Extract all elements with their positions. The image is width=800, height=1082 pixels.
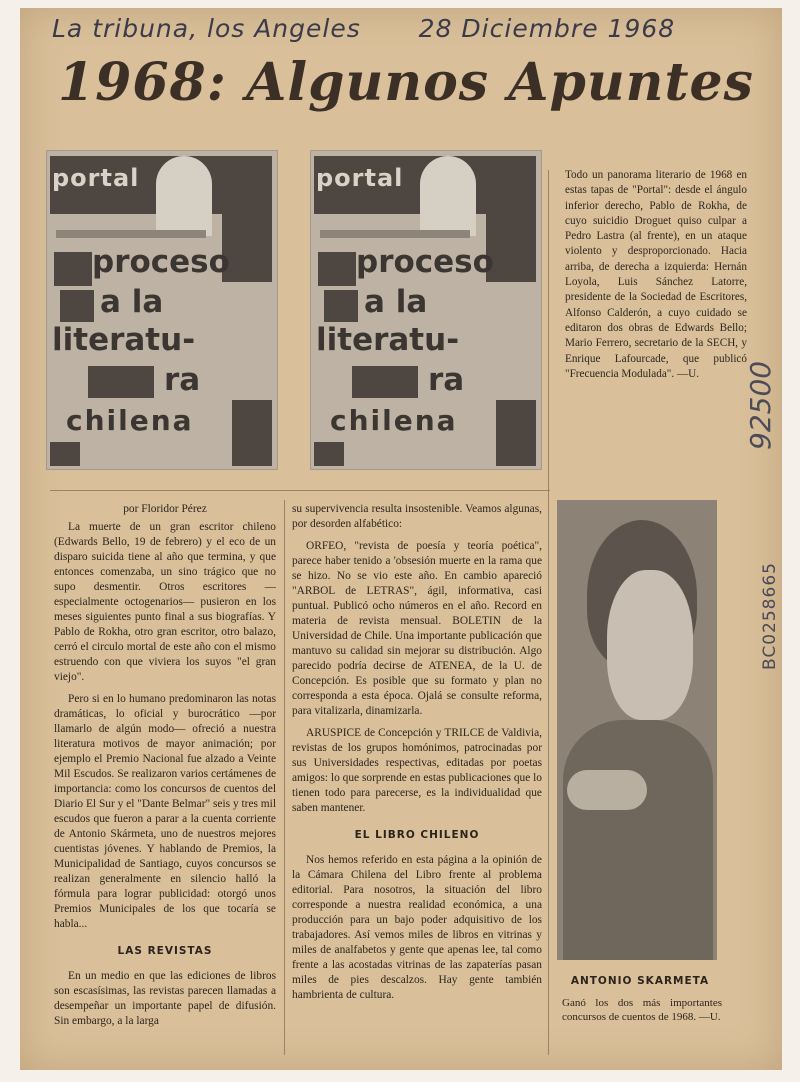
article-paragraph: su supervivencia resulta insostenible. Veamos algunas, por desorden alfabético: (292, 503, 542, 530)
cover-title-line: a la (100, 284, 164, 320)
cover-arch (156, 156, 212, 236)
cover-portrait-square (318, 252, 356, 286)
column-divider (548, 170, 549, 1055)
cover-title-line: proceso (356, 244, 494, 280)
cover-title-line: chilena (66, 404, 194, 437)
cover-title-line: ra (428, 362, 465, 398)
cover-magazine-name: portal (316, 164, 404, 192)
cover-portrait-square (314, 442, 344, 466)
handwritten-margin-number: 92500 (744, 360, 777, 450)
article-column-1 (54, 502, 276, 1058)
photo-hand (567, 770, 647, 810)
article-paragraph: ARUSPICE de Concepción y TRILCE de Valdivia, revistas de los grupos homónimos, patrocinadas por sus Universidades respectivas, editadas por poetas amigos: lo que sorprende en estas publicaciones que lo tienen todo para parecerse, es la individualidad que saben mantener. (292, 727, 542, 814)
cover-title-line: literatu- (52, 322, 196, 358)
author-photo (557, 500, 717, 960)
magazine-cover-right (310, 150, 542, 470)
cover-title-line: ra (164, 362, 201, 398)
cover-caption: Todo un panorama literario de 1968 en estas tapas de "Portal": desde el ángulo inferior derecho, Pablo de Rokha, de cuyo suicidio Droguet quiso culpar a Pedro Lastra (al frente), en un ataque violento y desproporcionado. Hacia arriba, de derecha a izquierda: Hernán Loyola, Luis Sánchez Latorre, presidente de la Sociedad de Escritores, Alfonso Calderón, a cuyo cuidado se editaron dos obras de Edwards Bello; Mario Ferrero, secretario de la SECH, y Enrique Lafourcade, que publicó "Frecuencia Modulada". —U. (565, 169, 747, 380)
cover-strip (320, 230, 470, 238)
cover-title-line: proceso (92, 244, 230, 280)
cover-portrait-square (88, 366, 154, 398)
cover-portrait-square (232, 400, 272, 466)
cover-portrait-square (496, 400, 536, 466)
photo-face (607, 570, 693, 720)
cover-title-line: a la (364, 284, 428, 320)
cover-portrait-square (60, 290, 94, 322)
cover-magazine-name: portal (52, 164, 140, 192)
cover-portrait-square (50, 442, 80, 466)
article-paragraph: ORFEO, "revista de poesía y teoría poética", parece haber tenido a 'obsesión muerte en la rama que se hizo. No se vio este año. En cambio apareció "ARBOL de LETRAS", ágil, informativa, casi puntual. Publicó ocho números en el año. Record en materia de revista mensual. BOLETIN de la Universidad de Chile. Una importante publicación que mantuvo su calidad sin mejorar su distribución. Algo parecido podría decirse de ATENEA, de la U. de Concepción. Es posible que su formato y plan no corresponda a esta época. Ojalá se consulte reforma, para vitalizarla, dinamizarla. (292, 540, 542, 717)
photo-caption: Ganó los dos más importantes concursos de cuentos de 1968. —U. (562, 997, 722, 1023)
subheading-revistas: LAS REVISTAS (117, 945, 213, 957)
cover-title-line: literatu- (316, 322, 460, 358)
handwritten-source: La tribuna, los Angeles (52, 14, 361, 43)
archive-stamp-code: BC0258665 (760, 562, 780, 670)
article-column-2 (292, 502, 542, 1058)
article-paragraph: La muerte de un gran escritor chileno (Edwards Bello, 19 de febrero) y el eco de un disparo suicida tiene al año que termina, y que entonces comenzaba, un sino trágico que no supo desmentir. Otros escritores —especialmente octogenarios— pusieron en los meses siguientes punto final a sus biografías. Y Pablo de Rokha, otro gran escritor, otro balazo, cerró el circulo mortal de este año con el mismo estruendo con que viviera los suyos "el gran viejo". (54, 521, 276, 683)
cover-portrait-square (352, 366, 418, 398)
headline: 1968: Algunos Apuntes (58, 52, 754, 113)
subheading-libro-chileno: EL LIBRO CHILENO (354, 829, 480, 841)
column-divider (284, 500, 285, 1055)
cover-arch (420, 156, 476, 236)
magazine-cover-left (46, 150, 278, 470)
article-paragraph: Nos hemos referido en esta página a la opinión de la Cámara Chilena del Libro frente al problema editorial. Para nosotros, la situación del libro corresponde a nuestra realidad económica, a una producción para un bajo poder adquisitivo de los trabajadores. Así vemos miles de libros en vitrinas y miles de analfabetos y gente que apenas lee, tal como frente a las acostadas vitrinas de las zapaterías pasan miles de pies descalzos. Hay gente también hambrienta de cultura. (292, 854, 542, 1001)
section-divider (50, 490, 550, 491)
photo-name: ANTONIO SKARMETA (570, 975, 710, 987)
cover-portrait-square (324, 290, 358, 322)
byline: por Floridor Pérez (123, 503, 207, 515)
photo-body (563, 720, 713, 960)
cover-portrait-square (54, 252, 92, 286)
article-paragraph: Pero si en lo humano predominaron las notas dramáticas, lo oficial y burocrático —por llamarlo de algún modo— ofreció a nuestra literatura motivos de mayor animación; por ejemplo el Premio Nacional fue alzado a Veinte Mil Escudos. Se realizaron varios certámenes de importancia: como los concursos de cuentos del Diario El Sur y el "Dante Belmar" seis y tres mil escudos que fueron a parar a la cuenta corriente de Antonio Skármeta, uno de nuestros mejores cuentistas jóvenes. Y hablando de Premios, la Municipalidad de Santiago, cuyos concursos se realizan generalmente en silencio halló la fórmula para lograr publicidad: otorgó unos Premios Municipales de los que tocaría se habla... (54, 693, 276, 930)
handwritten-source-note (52, 14, 676, 54)
cover-strip (56, 230, 206, 238)
cover-title-line: chilena (330, 404, 458, 437)
handwritten-date: 28 Diciembre 1968 (418, 14, 676, 43)
article-paragraph: En un medio en que las ediciones de libros son escasísimas, las revistas parecen llamadas a desempeñar un importante papel de difusión. Sin embargo, a la larga (54, 970, 276, 1027)
